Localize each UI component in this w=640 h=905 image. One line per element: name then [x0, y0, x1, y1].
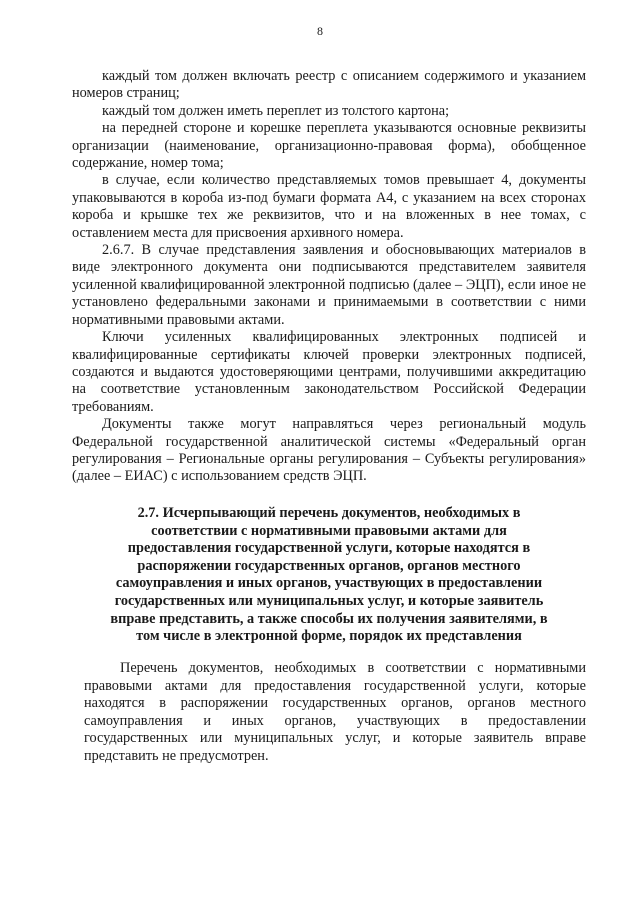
- paragraph-volume-boxes: в случае, если количество представляемых томов превышает 4, документы упаковываются в короба из-под бумаги формата А4, с указанием на всех сторонах короба и крышке тех же реквизитов, что и на вложенных в нее томах, с оставлением места для присвоения архивного номера.: [72, 172, 586, 241]
- paragraph-volume-binding: каждый том должен иметь переплет из толстого картона;: [102, 102, 450, 119]
- section-2-7-heading: 2.7. Исчерпывающий перечень документов, необходимых в соответствии с нормативными правовыми актами для предоставления государственной услуги, которые находятся в распоряжении государственных органов, органов местного самоуправления и иных органов, участвующих в предоставлении государственных или муниципальных услуг, и которые заявитель вправе представить, а также способы их получения заявителями, в том числе в электронной форме, порядок их представления: [110, 505, 548, 645]
- body-text: [72, 68, 586, 486]
- paragraph-signature-keys: Ключи усиленных квалифицированных электронных подписей и квалифицированные сертификаты ключей проверки электронных подписей, создаются и выдаются удостоверяющими центрами, получившими аккредитацию на соответствие установленным законодательством Российской Федерации требованиям.: [72, 329, 586, 415]
- paragraph-2-6-7: 2.6.7. В случае представления заявления и обосновывающих материалов в виде электронного документа они подписываются представителем заявителя усиленной квалифицированной электронной подписью (далее – ЭЦП), если иное не установлено федеральными законами и принимаемыми в соответствии с ними нормативными правовыми актами.: [72, 242, 586, 328]
- paragraph-volume-registry: каждый том должен включать реестр с описанием содержимого и указанием номеров страниц;: [72, 68, 586, 102]
- section-2-7-body: [84, 660, 586, 766]
- page-number: 8: [317, 24, 323, 38]
- paragraph-eias: Документы также могут направляться через региональный модуль Федеральной государственной аналитической системы «Федеральный орган регулирования – Региональные органы регулирования – Субъекты регулирования» (далее – ЕИАС) с использованием средств ЭЦП.: [72, 416, 586, 485]
- section-2-7-paragraph: Перечень документов, необходимых в соответствии с нормативными правовыми актами для предоставления государственной услуги, которые находятся в распоряжении государственных органов, органов местного самоуправления и иных органов, участвующих в предоставлении государственных или муниципальных услуг, и которые заявитель вправе представить не предусмотрен.: [84, 660, 586, 764]
- paragraph-binding-details: на передней стороне и корешке переплета указываются основные реквизиты организации (наименование, организационно-правовая форма), обобщенное содержание, номер тома;: [72, 120, 586, 172]
